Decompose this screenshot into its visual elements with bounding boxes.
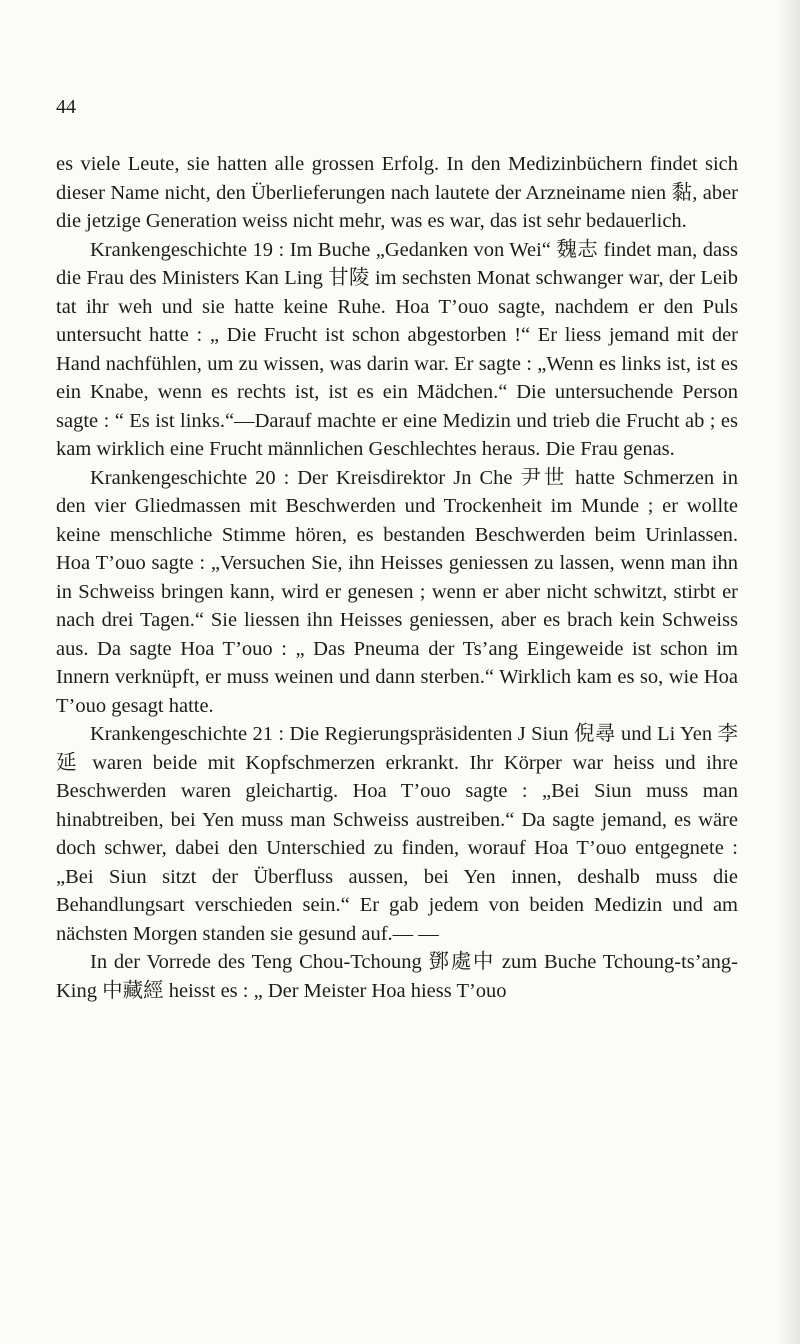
paragraph-case-20: Krankengeschichte 20 : Der Kreisdirektor Jn Che 尹世 hatte Schmerzen in den vier Gliedmassen mit Beschwerden und Trockenheit im Munde ; er wollte keine menschliche Stimme hören, es bestanden Beschwerden beim Urinlassen. Hoa T’ouo sagte : „Versuchen Sie, ihn Heisses geniessen zu lassen, wenn man ihn in Schweiss bringen kann, wird er genesen ; wenn er aber nicht schwitzt, stirbt er nach drei Tagen.“ Sie liessen ihn Heisses geniessen, aber es brach kein Schweiss aus. Da sagte Hoa T’ouo : „ Das Pneuma der Ts’ang Eingeweide ist schon im Innern verknüpft, er muss weinen und dann sterben.“ Wirklich kam es so, wie Hoa T’ouo gesagt hatte. — [56, 466, 738, 717]
page-number: 44 — [56, 96, 76, 118]
paragraph-preface: In der Vorrede des Teng Chou-Tchoung 鄧處中 zum Buche Tchoung-ts’ang-King 中藏經 heisst es : „ Der Meister Hoa hiess T’ouo — [56, 951, 738, 1002]
paragraph-case-19: Krankengeschichte 19 : Im Buche „Gedanken von Wei“ 魏志 findet man, dass die Frau des Ministers Kan Ling 甘陵 im sechsten Monat schwanger war, der Leib tat ihr weh und sie hatte keine Ruhe. Hoa T’ouo sagte, nachdem er den Puls untersucht hatte : „ Die Frucht ist schon abgestorben !“ Er liess jemand mit der Hand nachfühlen, um zu wissen, was darin war. Er sagte : „Wenn es links ist, ist es ein Knabe, wenn es rechts ist, ist es ein Mädchen.“ Die untersuchende Person sagte : “ Es ist links.“—Darauf machte er eine Medizin und trieb die Frucht ab ; es kam wirklich eine Frucht männlichen Geschlechtes heraus. Die Frau genas. — [56, 238, 738, 460]
page-edge-shadow — [778, 0, 800, 1344]
paragraph-case-21: Krankengeschichte 21 : Die Regierungspräsidenten J Siun 倪尋 und Li Yen 李延 waren beide mit Kopfschmerzen erkrankt. Ihr Körper war heiss und ihre Beschwerden waren gleichartig. Hoa T’ouo sagte : „Bei Siun muss man hinabtreiben, bei Yen muss man Schweiss austreiben.“ Da sagte jemand, es wäre doch schwer, dabei den Unterschied zu finden, worauf Hoa T’ouo entgegnete : „Bei Siun sitzt der Überfluss aussen, bei Yen innen, deshalb muss die Behandlungsart verschieden sein.“ Er gab jedem von beiden Medizin und am nächsten Morgen standen sie gesund auf.— — — [56, 723, 738, 945]
body-text — [56, 150, 738, 1005]
paragraph: es viele Leute, sie hatten alle grossen Erfolg. In den Medizinbüchern findet sich dieser Name nicht, den Überlieferungen nach lautete der Arzneiname nien 黏, aber die jetzige Generation weiss nicht mehr, was es war, das ist sehr bedauerlich. — [56, 153, 738, 232]
